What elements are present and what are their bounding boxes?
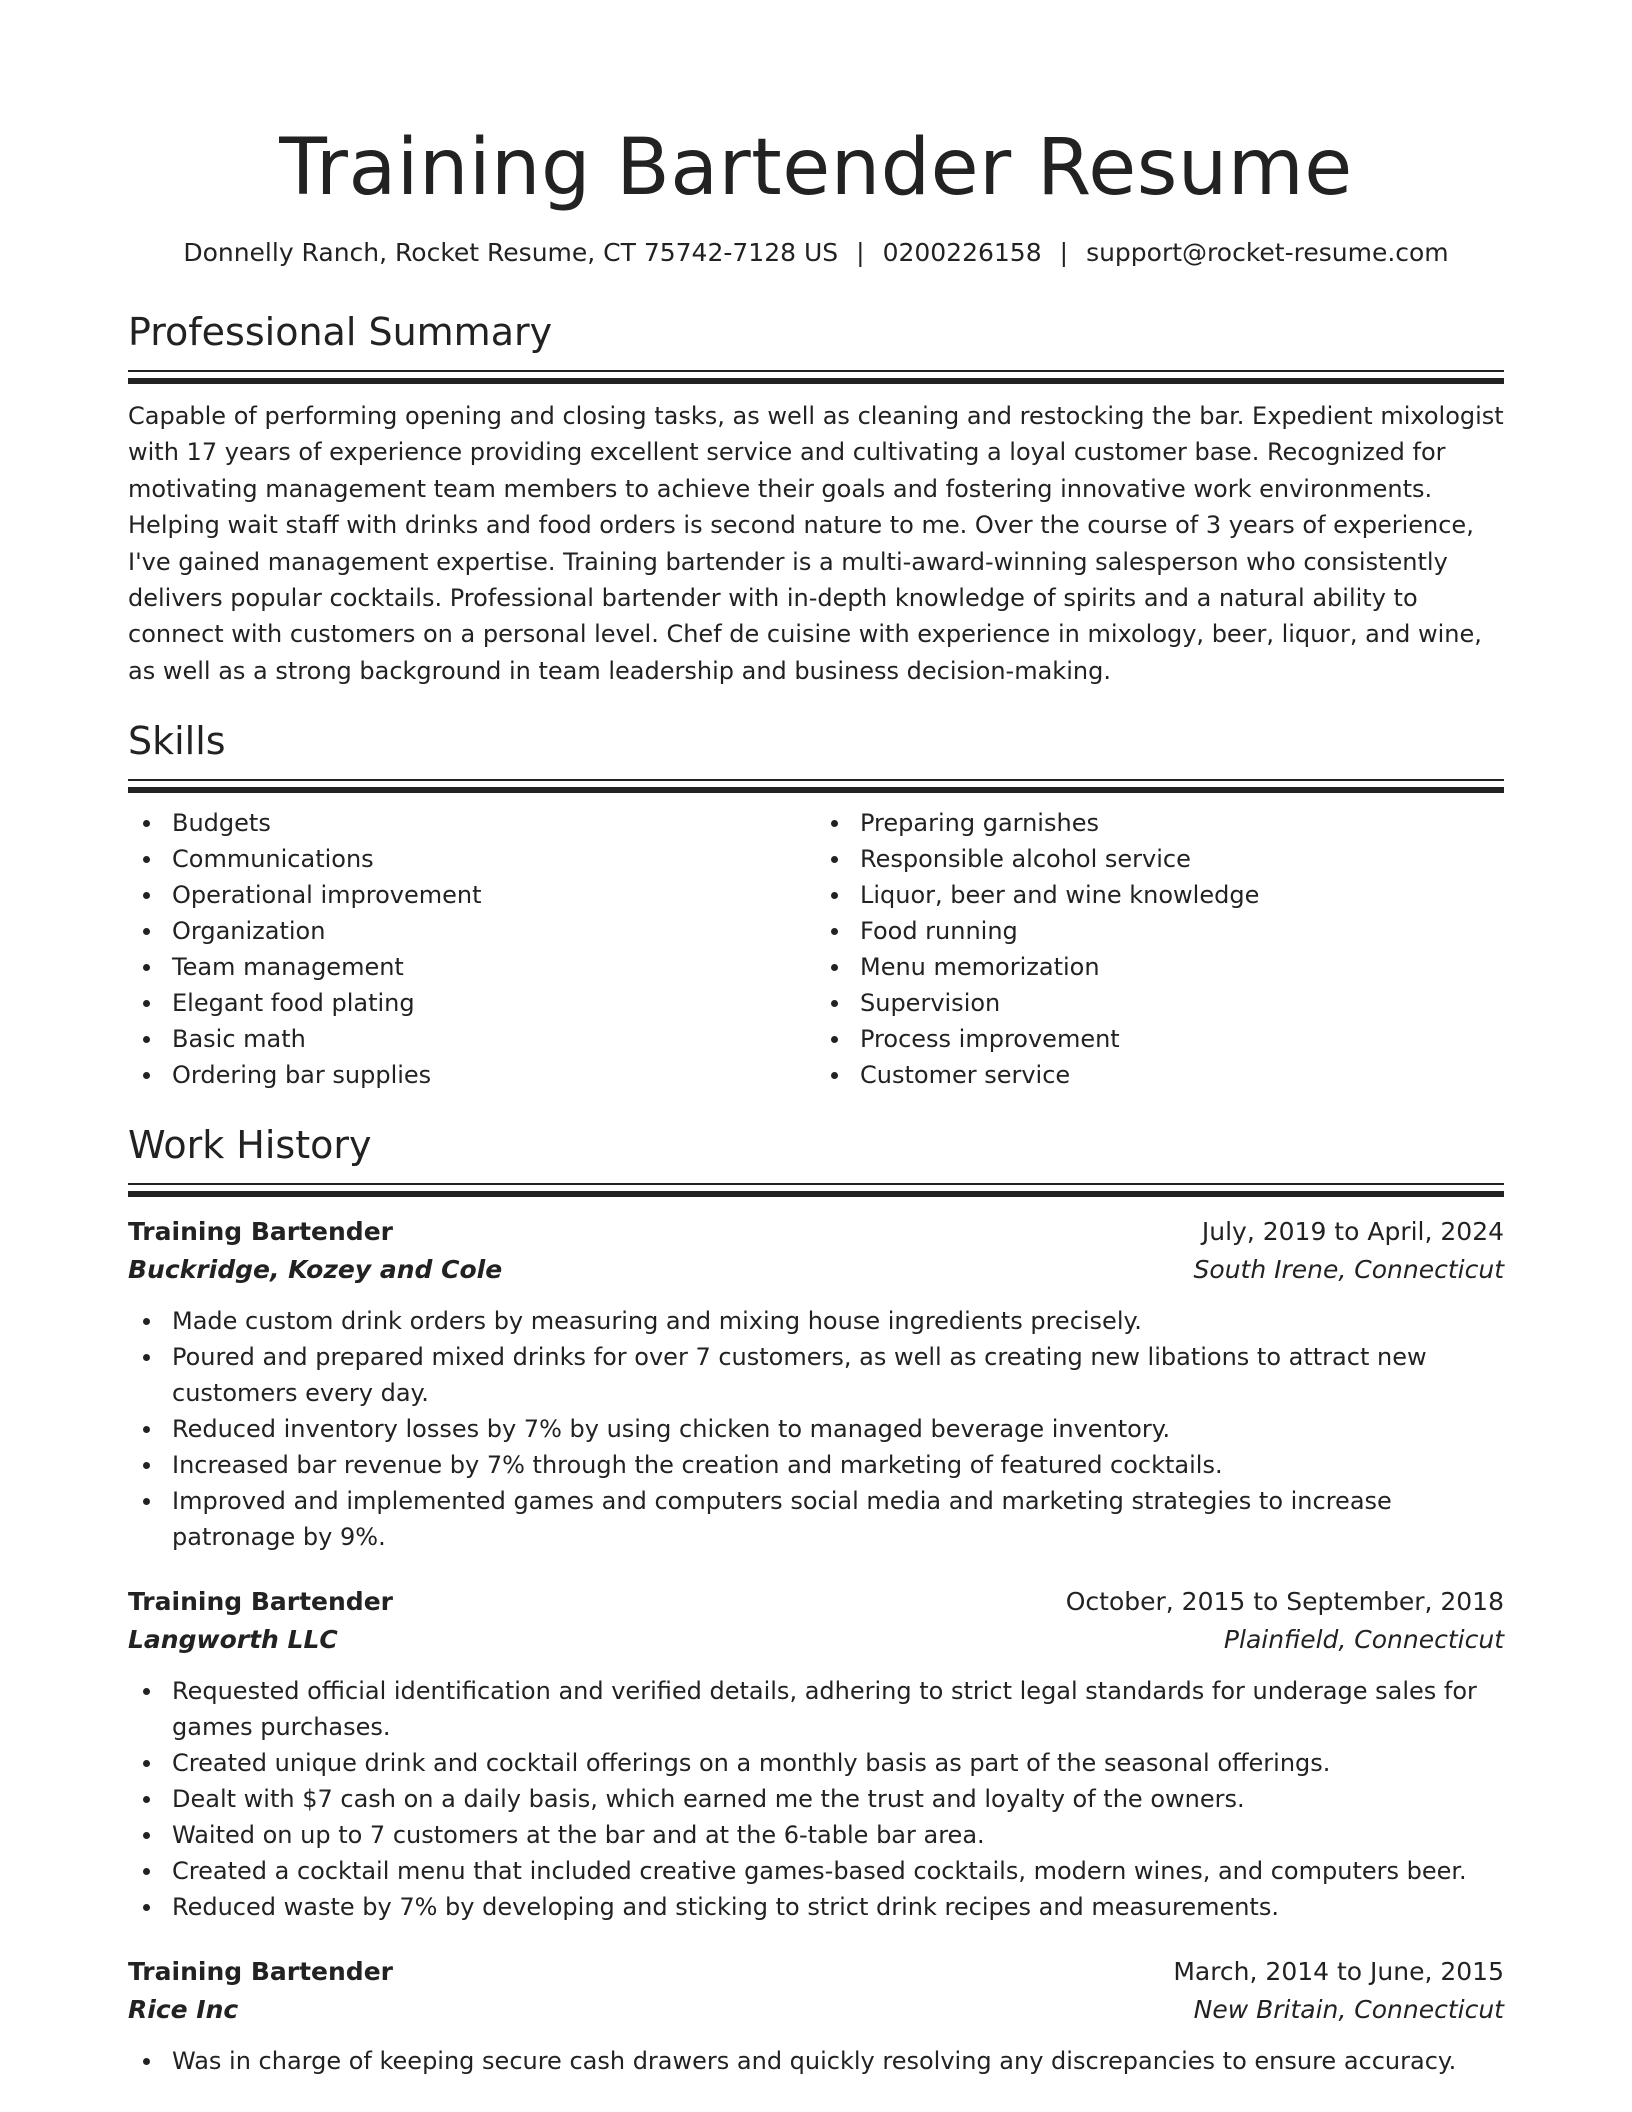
job-bullets	[128, 1303, 1504, 1555]
job-bullet: Increased bar revenue by 7% through the creation and marketing of featured cocktails.	[128, 1447, 1504, 1483]
job-bullet: Improved and implemented games and computers social media and marketing strategies to increase patronage by 9%.	[128, 1483, 1504, 1555]
job-title: Training Bartender	[128, 1957, 393, 1987]
contact-phone: 0200226158	[882, 238, 1042, 267]
contact-address: Donnelly Ranch, Rocket Resume, CT 75742-7128 US	[183, 238, 839, 267]
job-location: New Britain, Connecticut	[1193, 1995, 1504, 2025]
job-bullet: Made custom drink orders by measuring and mixing house ingredients precisely.	[128, 1303, 1504, 1339]
job-bullet: Was in charge of keeping secure cash drawers and quickly resolving any discrepancies to ensure accuracy.	[128, 2043, 1504, 2079]
summary-heading: Professional Summary	[128, 310, 553, 354]
job-bullet: Created a cocktail menu that included creative games-based cocktails, modern wines, and computers beer.	[128, 1853, 1504, 1889]
job-company: Buckridge, Kozey and Cole	[128, 1255, 503, 1285]
job-entry	[128, 1583, 1504, 1925]
job-header-row	[128, 1213, 1504, 1251]
job-company: Langworth LLC	[128, 1625, 338, 1655]
skill-item: Menu memorization	[816, 949, 1504, 985]
resume-page	[128, 0, 1504, 2107]
skill-item: Food running	[816, 913, 1504, 949]
page-title: Training Bartender Resume	[279, 123, 1353, 213]
job-bullets	[128, 2043, 1504, 2079]
summary-section	[128, 308, 1504, 689]
skill-item: Communications	[128, 841, 816, 877]
job-company-row	[128, 1991, 1504, 2029]
skills-section	[128, 717, 1504, 1093]
job-bullet: Dealt with $7 cash on a daily basis, which earned me the trust and loyalty of the owners.	[128, 1781, 1504, 1817]
skill-item: Preparing garnishes	[816, 805, 1504, 841]
section-divider	[128, 779, 1504, 793]
skill-item: Basic math	[128, 1021, 816, 1057]
skill-item: Supervision	[816, 985, 1504, 1021]
job-header-row	[128, 1583, 1504, 1621]
job-bullet: Created unique drink and cocktail offerings on a monthly basis as part of the seasonal offerings.	[128, 1745, 1504, 1781]
skill-item: Team management	[128, 949, 816, 985]
skill-item: Liquor, beer and wine knowledge	[816, 877, 1504, 913]
skills-heading: Skills	[128, 719, 226, 764]
skill-item: Budgets	[128, 805, 816, 841]
job-bullets	[128, 1673, 1504, 1925]
skill-item: Responsible alcohol service	[816, 841, 1504, 877]
skill-item: Organization	[128, 913, 816, 949]
job-entry	[128, 1953, 1504, 2079]
job-bullet: Reduced inventory losses by 7% by using chicken to managed beverage inventory.	[128, 1411, 1504, 1447]
work-history-heading: Work History	[128, 1123, 372, 1168]
job-bullet: Waited on up to 7 customers at the bar and at the 6-table bar area.	[128, 1817, 1504, 1853]
skills-column-right	[816, 805, 1504, 1093]
skill-item: Ordering bar supplies	[128, 1057, 816, 1093]
job-dates: July, 2019 to April, 2024	[1201, 1217, 1504, 1247]
skills-grid	[128, 805, 1504, 1093]
contact-line	[128, 236, 1504, 270]
job-bullet: Reduced waste by 7% by developing and sticking to strict drink recipes and measurements.	[128, 1889, 1504, 1925]
work-history-section	[128, 1121, 1504, 2079]
skills-column-left	[128, 805, 816, 1093]
contact-separator: |	[856, 238, 865, 267]
summary-text: Capable of performing opening and closing tasks, as well as cleaning and restocking the bar. Expedient mixologist with 17 years of experience providing excellent service and cultivating a loyal customer base. Recognized for motivating management team members to achieve their goals and fostering innovative work environments. Helping wait staff with drinks and food orders is second nature to me. Over the course of 3 years of experience, I've gained management expertise. Training bartender is a multi-award-winning salesperson who consistently delivers popular cocktails. Professional bartender with in-depth knowledge of spirits and a natural ability to connect with customers on a personal level. Chef de cuisine with experience in mixology, beer, liquor, and wine, as well as a strong background in team leadership and business decision-making.	[128, 402, 1504, 685]
job-company-row	[128, 1251, 1504, 1289]
skill-item: Operational improvement	[128, 877, 816, 913]
job-title: Training Bartender	[128, 1587, 393, 1617]
job-entry	[128, 1213, 1504, 1555]
job-bullet: Requested official identification and verified details, adhering to strict legal standards for underage sales for games purchases.	[128, 1673, 1504, 1745]
skill-item: Elegant food plating	[128, 985, 816, 1021]
section-divider	[128, 370, 1504, 384]
contact-separator: |	[1059, 238, 1069, 267]
job-location: Plainfield, Connecticut	[1223, 1625, 1504, 1655]
job-bullet: Poured and prepared mixed drinks for over 7 customers, as well as creating new libations to attract new customers every day.	[128, 1339, 1504, 1411]
skill-item: Customer service	[816, 1057, 1504, 1093]
job-header-row	[128, 1953, 1504, 1991]
job-title: Training Bartender	[128, 1217, 393, 1247]
section-divider	[128, 1183, 1504, 1197]
job-dates: March, 2014 to June, 2015	[1173, 1957, 1504, 1987]
contact-email: support@rocket-resume.com	[1086, 238, 1449, 267]
job-location: South Irene, Connecticut	[1193, 1255, 1504, 1285]
skill-item: Process improvement	[816, 1021, 1504, 1057]
job-company-row	[128, 1621, 1504, 1659]
job-dates: October, 2015 to September, 2018	[1065, 1587, 1504, 1617]
job-company: Rice Inc	[128, 1995, 239, 2025]
